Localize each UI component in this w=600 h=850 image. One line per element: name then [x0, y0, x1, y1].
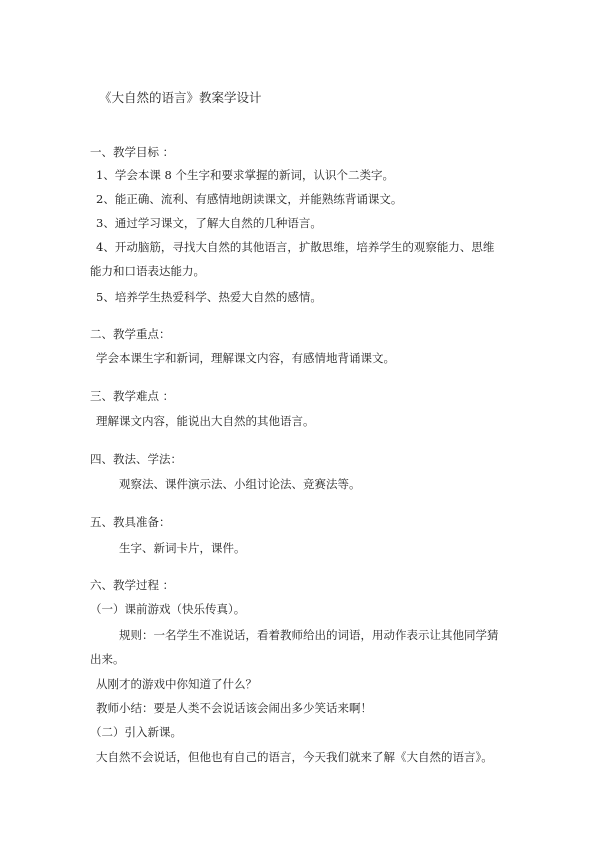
section-heading-difficulties: 三、教学难点 ： — [90, 389, 175, 403]
objective-item: 5、培养学生热爱科学、热爱大自然的感情。 — [96, 290, 322, 304]
methods-text: 观察法、课件演示法、小组讨论法、竞赛法等。 — [119, 477, 361, 491]
objective-item: 2、能正确、流利、有感情地朗读课文，并能熟练背诵课文。 — [96, 192, 403, 206]
section-heading-methods: 四、教法、学法： — [90, 452, 182, 466]
process-line: 大自然不会说话，但他也有自己的语言，今天我们就来了解《大自然的语言》。 — [96, 750, 493, 764]
process-line: 教师小结：要是人类不会说话该会闹出多少笑话来啊！ — [96, 701, 372, 715]
objective-item: 3、通过学习课文，了解大自然的几种语言。 — [96, 216, 322, 230]
document-title: 《大自然的语言》教案学设计 — [99, 90, 262, 105]
process-line: （二）引入新课。 — [90, 725, 182, 739]
section-heading-objectives: 一、教学目标 ： — [90, 145, 175, 159]
process-line: 规则：一名学生不准说话，看着教师给出的词语，用动作表示让其他同学猜 — [119, 628, 499, 642]
objective-item: 1、学会本课 8 个生字和要求掌握的新词，认识个二类字。 — [96, 168, 394, 182]
difficulties-text: 理解课文内容，能说出大自然的其他语言。 — [96, 414, 315, 428]
objective-item-continued: 能力和口语表达能力。 — [90, 264, 205, 278]
key-points-text: 学会本课生字和新词，理解课文内容，有感情地背诵课文。 — [96, 351, 395, 365]
section-heading-key-points: 二、教学重点： — [90, 327, 171, 341]
process-line: 从刚才的游戏中你知道了什么？ — [96, 677, 257, 691]
section-heading-materials: 五、教具准备： — [90, 515, 171, 529]
objective-item: 4、开动脑筋，寻找大自然的其他语言，扩散思维，培养学生的观察能力、思维 — [96, 240, 495, 254]
section-heading-process: 六、教学过程 ： — [90, 578, 175, 592]
process-line: （一）课前游戏（快乐传真）。 — [90, 602, 246, 616]
process-line-continued: 出来。 — [90, 652, 125, 666]
materials-text: 生字、新词卡片，课件。 — [119, 541, 246, 555]
